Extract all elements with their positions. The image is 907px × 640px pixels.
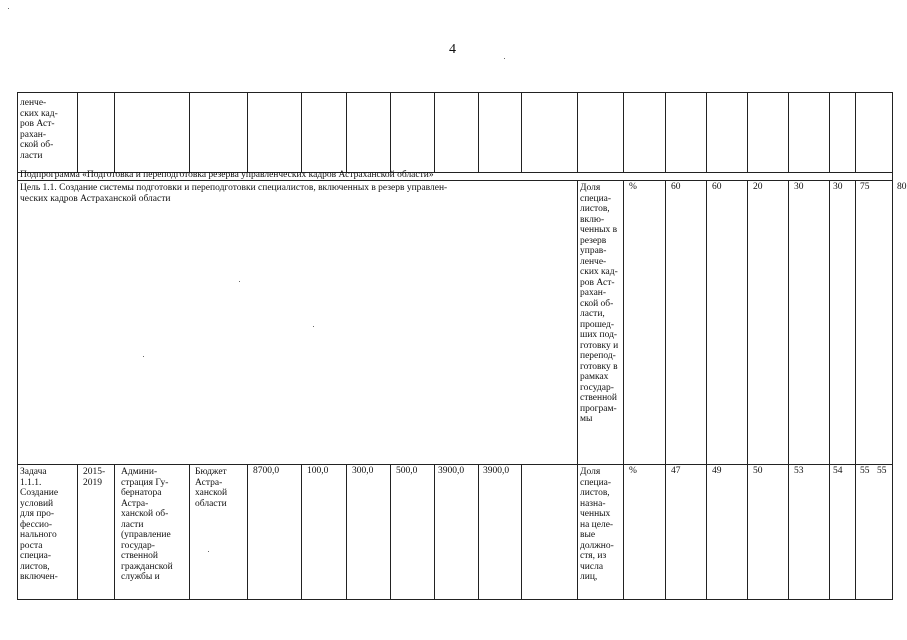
column-divider (77, 464, 78, 600)
column-divider (114, 92, 115, 172)
task-funding-year-4: 3900,0 (438, 466, 465, 476)
column-divider (623, 180, 624, 600)
column-divider (623, 92, 624, 172)
task-executor: Админи- страция Гу- бернатора Астра- ханской об- ласти (управление государ- ственной гражданской службы и (121, 467, 173, 582)
task-funding-year-5: 3900,0 (483, 466, 510, 476)
column-divider (390, 92, 391, 172)
column-divider (301, 92, 302, 172)
column-divider (706, 180, 707, 600)
column-divider (189, 464, 190, 600)
column-divider (346, 464, 347, 600)
task-value-7: 55 (877, 466, 887, 476)
task-value-3: 50 (753, 466, 763, 476)
goal-indicator: Доля специа- листов, вклю- ченных в резерв управ- ленче- ских кад- ров Аст- рахан- ской об- ласти, прошед- ших под- готовку и перепод- готовку в рамках государ- ственной програм- мы (580, 183, 619, 424)
scan-speck (313, 326, 314, 327)
goal-value-7: 80 (897, 182, 907, 192)
column-divider (829, 92, 830, 172)
column-divider (434, 464, 435, 600)
column-divider (665, 92, 666, 172)
column-divider (434, 92, 435, 172)
task-name: Задача 1.1.1. Создание условий для про- фессио- нального роста специа- листов, включен- (20, 467, 59, 582)
task-period: 2015- 2019 (83, 467, 106, 488)
goal-value-4: 30 (794, 182, 804, 192)
row-divider (17, 464, 893, 465)
column-divider (346, 92, 347, 172)
task-unit: % (629, 466, 637, 476)
task-funding-year-3: 500,0 (396, 466, 418, 476)
goal-text: Цель 1.1. Создание системы подготовки и переподготовки специалистов, включенных в резерв управлен- ческих кадров Астраханской области (20, 183, 448, 204)
column-divider (301, 464, 302, 600)
subprogram-title: Подпрограмма «Подготовка и переподготовка резерва управленческих кадров Астраханской области» (20, 170, 434, 180)
task-funding-year-1: 100,0 (307, 466, 329, 476)
task-funding-source: Бюджет Астра- ханской области (195, 467, 228, 509)
column-divider (521, 92, 522, 172)
column-divider (855, 180, 856, 600)
table-bottom-border (17, 599, 893, 600)
page-number: 4 (449, 42, 456, 57)
column-divider (788, 180, 789, 600)
indicator-fragment-text: ленче- ских кад- ров Аст- рахан- ской об- ласти (20, 98, 58, 161)
scan-speck (8, 8, 9, 9)
column-divider (665, 180, 666, 600)
column-divider (189, 92, 190, 172)
column-divider (521, 464, 522, 600)
scan-speck (143, 356, 144, 357)
scan-speck (504, 58, 505, 59)
goal-value-1: 60 (671, 182, 681, 192)
scan-speck (239, 281, 240, 282)
column-divider (114, 464, 115, 600)
task-funding-year-2: 300,0 (352, 466, 374, 476)
column-divider (577, 180, 578, 600)
goal-value-6: 75 (860, 182, 870, 192)
column-divider (577, 92, 578, 172)
column-divider (247, 464, 248, 600)
column-divider (788, 92, 789, 172)
table-left-border (17, 92, 18, 600)
column-divider (247, 92, 248, 172)
column-divider (747, 180, 748, 600)
task-value-4: 53 (794, 466, 804, 476)
column-divider (478, 464, 479, 600)
goal-value-5: 30 (833, 182, 843, 192)
task-indicator: Доля специа- листов, назна- ченных на целе- вые должно- стя, из числа лиц, (580, 467, 614, 582)
column-divider (706, 92, 707, 172)
column-divider (747, 92, 748, 172)
column-divider (829, 180, 830, 600)
column-divider (855, 92, 856, 172)
table-top-border (17, 92, 893, 93)
column-divider (390, 464, 391, 600)
task-funding-total: 8700,0 (253, 466, 280, 476)
goal-value-3: 20 (753, 182, 763, 192)
task-value-5: 54 (833, 466, 843, 476)
program-table (17, 92, 907, 600)
column-divider (77, 92, 78, 172)
table-right-border (892, 92, 893, 600)
task-value-2: 49 (712, 466, 722, 476)
scan-speck (208, 551, 209, 552)
goal-unit: % (629, 182, 637, 192)
goal-value-2: 60 (712, 182, 722, 192)
column-divider (478, 92, 479, 172)
task-value-1: 47 (671, 466, 681, 476)
task-value-6: 55 (860, 466, 870, 476)
